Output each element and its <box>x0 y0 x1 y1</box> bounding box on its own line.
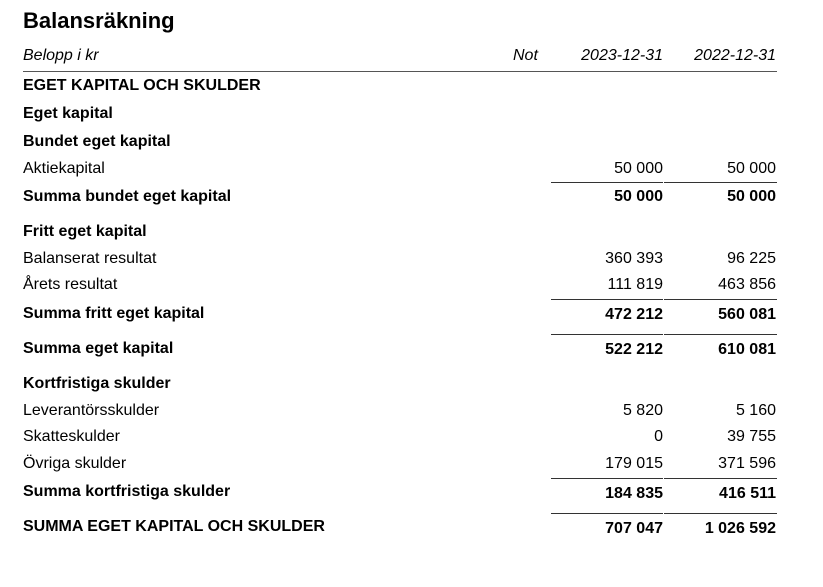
note-column-header: Not <box>513 47 538 64</box>
sum-line <box>664 334 777 335</box>
page-title: Balansräkning <box>23 8 175 33</box>
short-term-liabilities-heading: Kortfristiga skulder <box>23 375 171 392</box>
other-liabilities-2023: 179 015 <box>605 455 663 472</box>
free-equity-heading: Fritt eget kapital <box>23 223 147 240</box>
suppliers-2023: 5 820 <box>622 402 663 419</box>
sum-equity-2022: 610 081 <box>718 341 776 358</box>
profit-2023: 111 819 <box>607 276 663 293</box>
sum-restricted-label: Summa bundet eget kapital <box>23 188 232 205</box>
retained-earnings-2022: 96 225 <box>727 250 776 267</box>
sum-line <box>551 299 663 300</box>
equity-heading: Eget kapital <box>23 105 113 122</box>
sum-short-term-2022: 416 511 <box>719 485 776 502</box>
total-2023: 707 047 <box>605 520 663 537</box>
year-2022-column-header: 2022-12-31 <box>694 47 776 64</box>
suppliers-label: Leverantörsskulder <box>23 402 160 419</box>
header-divider <box>23 71 777 72</box>
other-liabilities-2022: 371 596 <box>718 455 776 472</box>
sum-free-label: Summa fritt eget kapital <box>23 305 205 322</box>
sum-line <box>551 182 663 183</box>
sum-short-term-label: Summa kortfristiga skulder <box>23 483 231 500</box>
sum-restricted-2023: 50 000 <box>614 188 663 205</box>
sum-restricted-2022: 50 000 <box>727 188 776 205</box>
sum-line <box>664 478 777 479</box>
sum-line <box>551 334 663 335</box>
tax-liabilities-2022: 39 755 <box>727 428 776 445</box>
sum-line <box>664 513 777 514</box>
share-capital-label: Aktiekapital <box>23 160 105 177</box>
profit-2022: 463 856 <box>718 276 776 293</box>
retained-earnings-2023: 360 393 <box>605 250 663 267</box>
sum-line <box>664 182 777 183</box>
sum-line <box>664 299 777 300</box>
sum-free-2023: 472 212 <box>605 306 663 323</box>
section-heading: EGET KAPITAL OCH SKULDER <box>23 77 261 94</box>
sum-line <box>551 513 663 514</box>
profit-label: Årets resultat <box>23 276 118 293</box>
sum-equity-2023: 522 212 <box>605 341 663 358</box>
sum-line <box>551 478 663 479</box>
total-label: SUMMA EGET KAPITAL OCH SKULDER <box>23 518 325 535</box>
share-capital-2022: 50 000 <box>727 160 776 177</box>
restricted-equity-heading: Bundet eget kapital <box>23 133 171 150</box>
year-2023-column-header: 2023-12-31 <box>581 47 663 64</box>
sum-equity-label: Summa eget kapital <box>23 340 174 357</box>
total-2022: 1 026 592 <box>704 520 776 537</box>
tax-liabilities-label: Skatteskulder <box>23 428 120 445</box>
sum-free-2022: 560 081 <box>718 306 776 323</box>
suppliers-2022: 5 160 <box>735 402 776 419</box>
sum-short-term-2023: 184 835 <box>605 485 663 502</box>
tax-liabilities-2023: 0 <box>654 428 663 445</box>
amount-label: Belopp i kr <box>23 47 99 64</box>
share-capital-2023: 50 000 <box>614 160 663 177</box>
other-liabilities-label: Övriga skulder <box>23 455 127 472</box>
retained-earnings-label: Balanserat resultat <box>23 250 157 267</box>
